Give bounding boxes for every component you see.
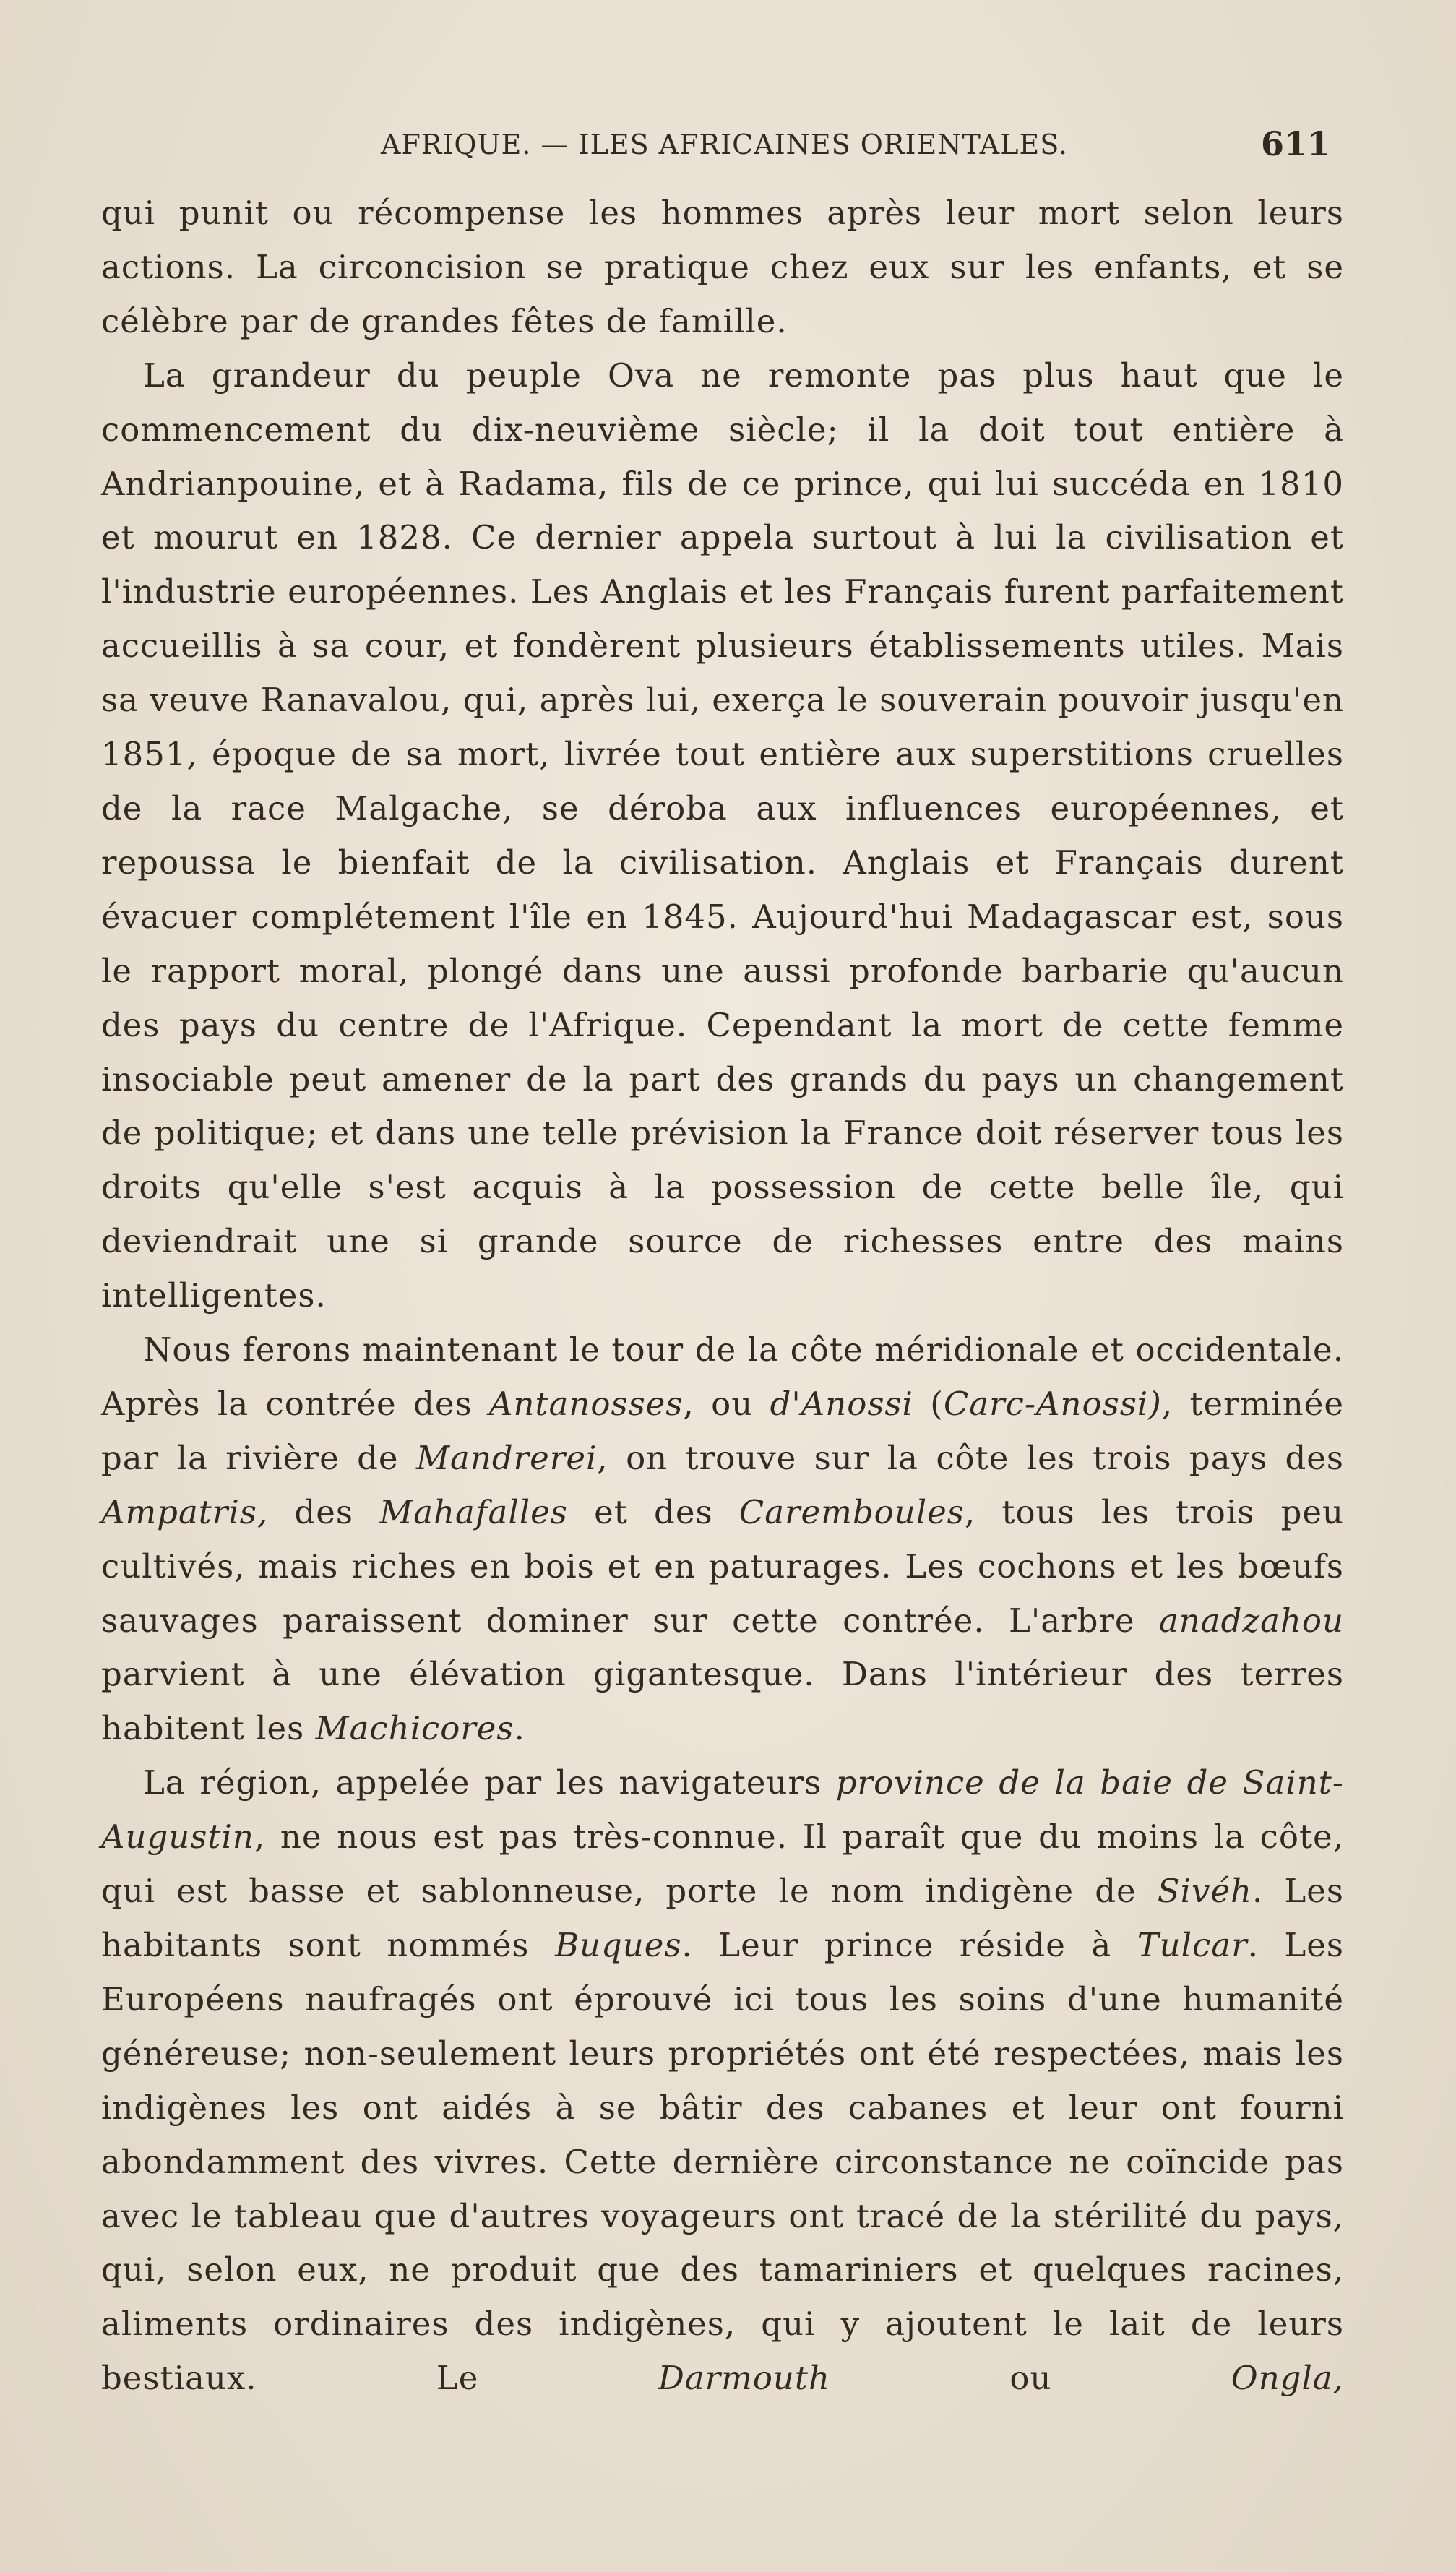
text-run: La région, appelée par les navigateurs <box>143 1763 836 1802</box>
italic-text: Darmouth <box>658 2359 830 2398</box>
text-run: , tous les trois peu cultivés, mais riches en bois et en paturages. Les cochons et les bœufs sauvages paraissent dominer sur cette contrée. L'arbre <box>101 1492 1344 1640</box>
text-run: qui punit ou récompense les hommes après leur mort selon leurs actions. La circoncision se pratique chez eux sur les enfants, et se célèbre par de grandes fêtes de famille. <box>101 194 1344 340</box>
text-run: . Leur prince réside à <box>681 1926 1137 1964</box>
italic-text: province de la baie de Saint-Augustin <box>101 1763 1344 1857</box>
italic-text: Antanosses <box>489 1384 684 1423</box>
text-run: , ou <box>683 1384 770 1423</box>
italic-text: Carc-Anossi) <box>943 1384 1162 1423</box>
italic-text: Tulcar <box>1137 1926 1248 1964</box>
paragraph <box>101 1756 1344 2406</box>
italic-text: Mahafalles <box>379 1492 568 1531</box>
body-text <box>101 186 1344 2406</box>
text-run: des <box>268 1492 380 1531</box>
text-run: ( <box>913 1384 944 1423</box>
italic-text: Sivéh <box>1157 1872 1253 1911</box>
running-title: AFRIQUE. — ILES AFRICAINES ORIENTALES. <box>381 129 1068 160</box>
text-run: . Les Européens naufragés ont éprouvé ici tous les soins d'une humanité généreuse; non-seulement leurs propriétés ont été respectées, mais les indigènes les ont aidés à se bâtir des cabanes et leur ont fourni abondamment des vivres. Cette dernière circonstance ne coïncide pas avec le tableau que d'autres voyageurs ont tracé de la stérilité du pays, qui, selon eux, ne produit que des tamariniers et quelques racines, aliments ordinaires des indigènes, qui y ajoutent le lait de leurs bestiaux. Le <box>101 1926 1345 2398</box>
paragraph <box>101 349 1344 1323</box>
italic-text: Ongla, <box>1231 2359 1345 2398</box>
page-number: 611 <box>1261 124 1331 163</box>
text-run: ou <box>830 2359 1231 2398</box>
italic-text: Machicores <box>315 1709 514 1748</box>
text-run: . Les habitants sont nommés <box>101 1872 1345 1964</box>
italic-text: Mandrerei <box>415 1438 598 1477</box>
italic-text: d'Anossi <box>770 1384 913 1423</box>
italic-text: anadzahou <box>1158 1601 1344 1640</box>
text-run: , ne nous est pas très-connue. Il paraît que du moins la côte, qui est basse et sablonneuse, porte le nom indigène de <box>101 1818 1344 1911</box>
page-header <box>0 121 1456 173</box>
text-run: parvient à une élévation gigantesque. Dans l'intérieur des terres habitent les <box>101 1655 1344 1748</box>
paragraph <box>101 186 1344 349</box>
italic-text: Buques <box>554 1926 682 1964</box>
paragraph <box>101 1323 1344 1756</box>
text-run: , terminée par la rivière de <box>101 1384 1344 1477</box>
text-run: Nous ferons maintenant le tour de la côte méridionale et occidentale. Après la contrée des <box>101 1330 1344 1423</box>
italic-text: Caremboules <box>738 1492 965 1531</box>
italic-text: Ampatris, <box>101 1492 269 1531</box>
text-run: , on trouve sur la côte les trois pays des <box>597 1438 1344 1477</box>
text-run: La grandeur du peuple Ova ne remonte pas plus haut que le commencement du dix-neuvième siècle; il la doit tout entière à Andrianpouine, et à Radama, fils de ce prince, qui lui succéda en 1810 et mourut en 1828. Ce dernier appela surtout à lui la civilisation et l'industrie européennes. Les Anglais et les Français furent parfaitement accueillis à sa cour, et fondèrent plusieurs établissements utiles. Mais sa veuve Ranavalou, qui, après lui, exerça le souverain pouvoir jusqu'en 1851, époque de sa mort, livrée tout entière aux superstitions cruelles de la race Malgache, se déroba aux influences européennes, et repoussa le bienfait de la civilisation. Anglais et Français durent évacuer complétement l'île en 1845. Aujourd'hui Madagascar est, sous le rapport moral, plongé dans une aussi profonde barbarie qu'aucun des pays du centre de l'Afrique. Cependant la mort de cette femme insociable peut amener de la part des grands du pays un changement de politique; et dans une telle prévision la France doit réserver tous les droits qu'elle s'est acquis à la possession de cette belle île, qui deviendrait une si grande source de richesses entre des mains intelligentes. <box>101 356 1344 1315</box>
text-run: et des <box>567 1492 739 1531</box>
text-run: . <box>514 1709 525 1748</box>
